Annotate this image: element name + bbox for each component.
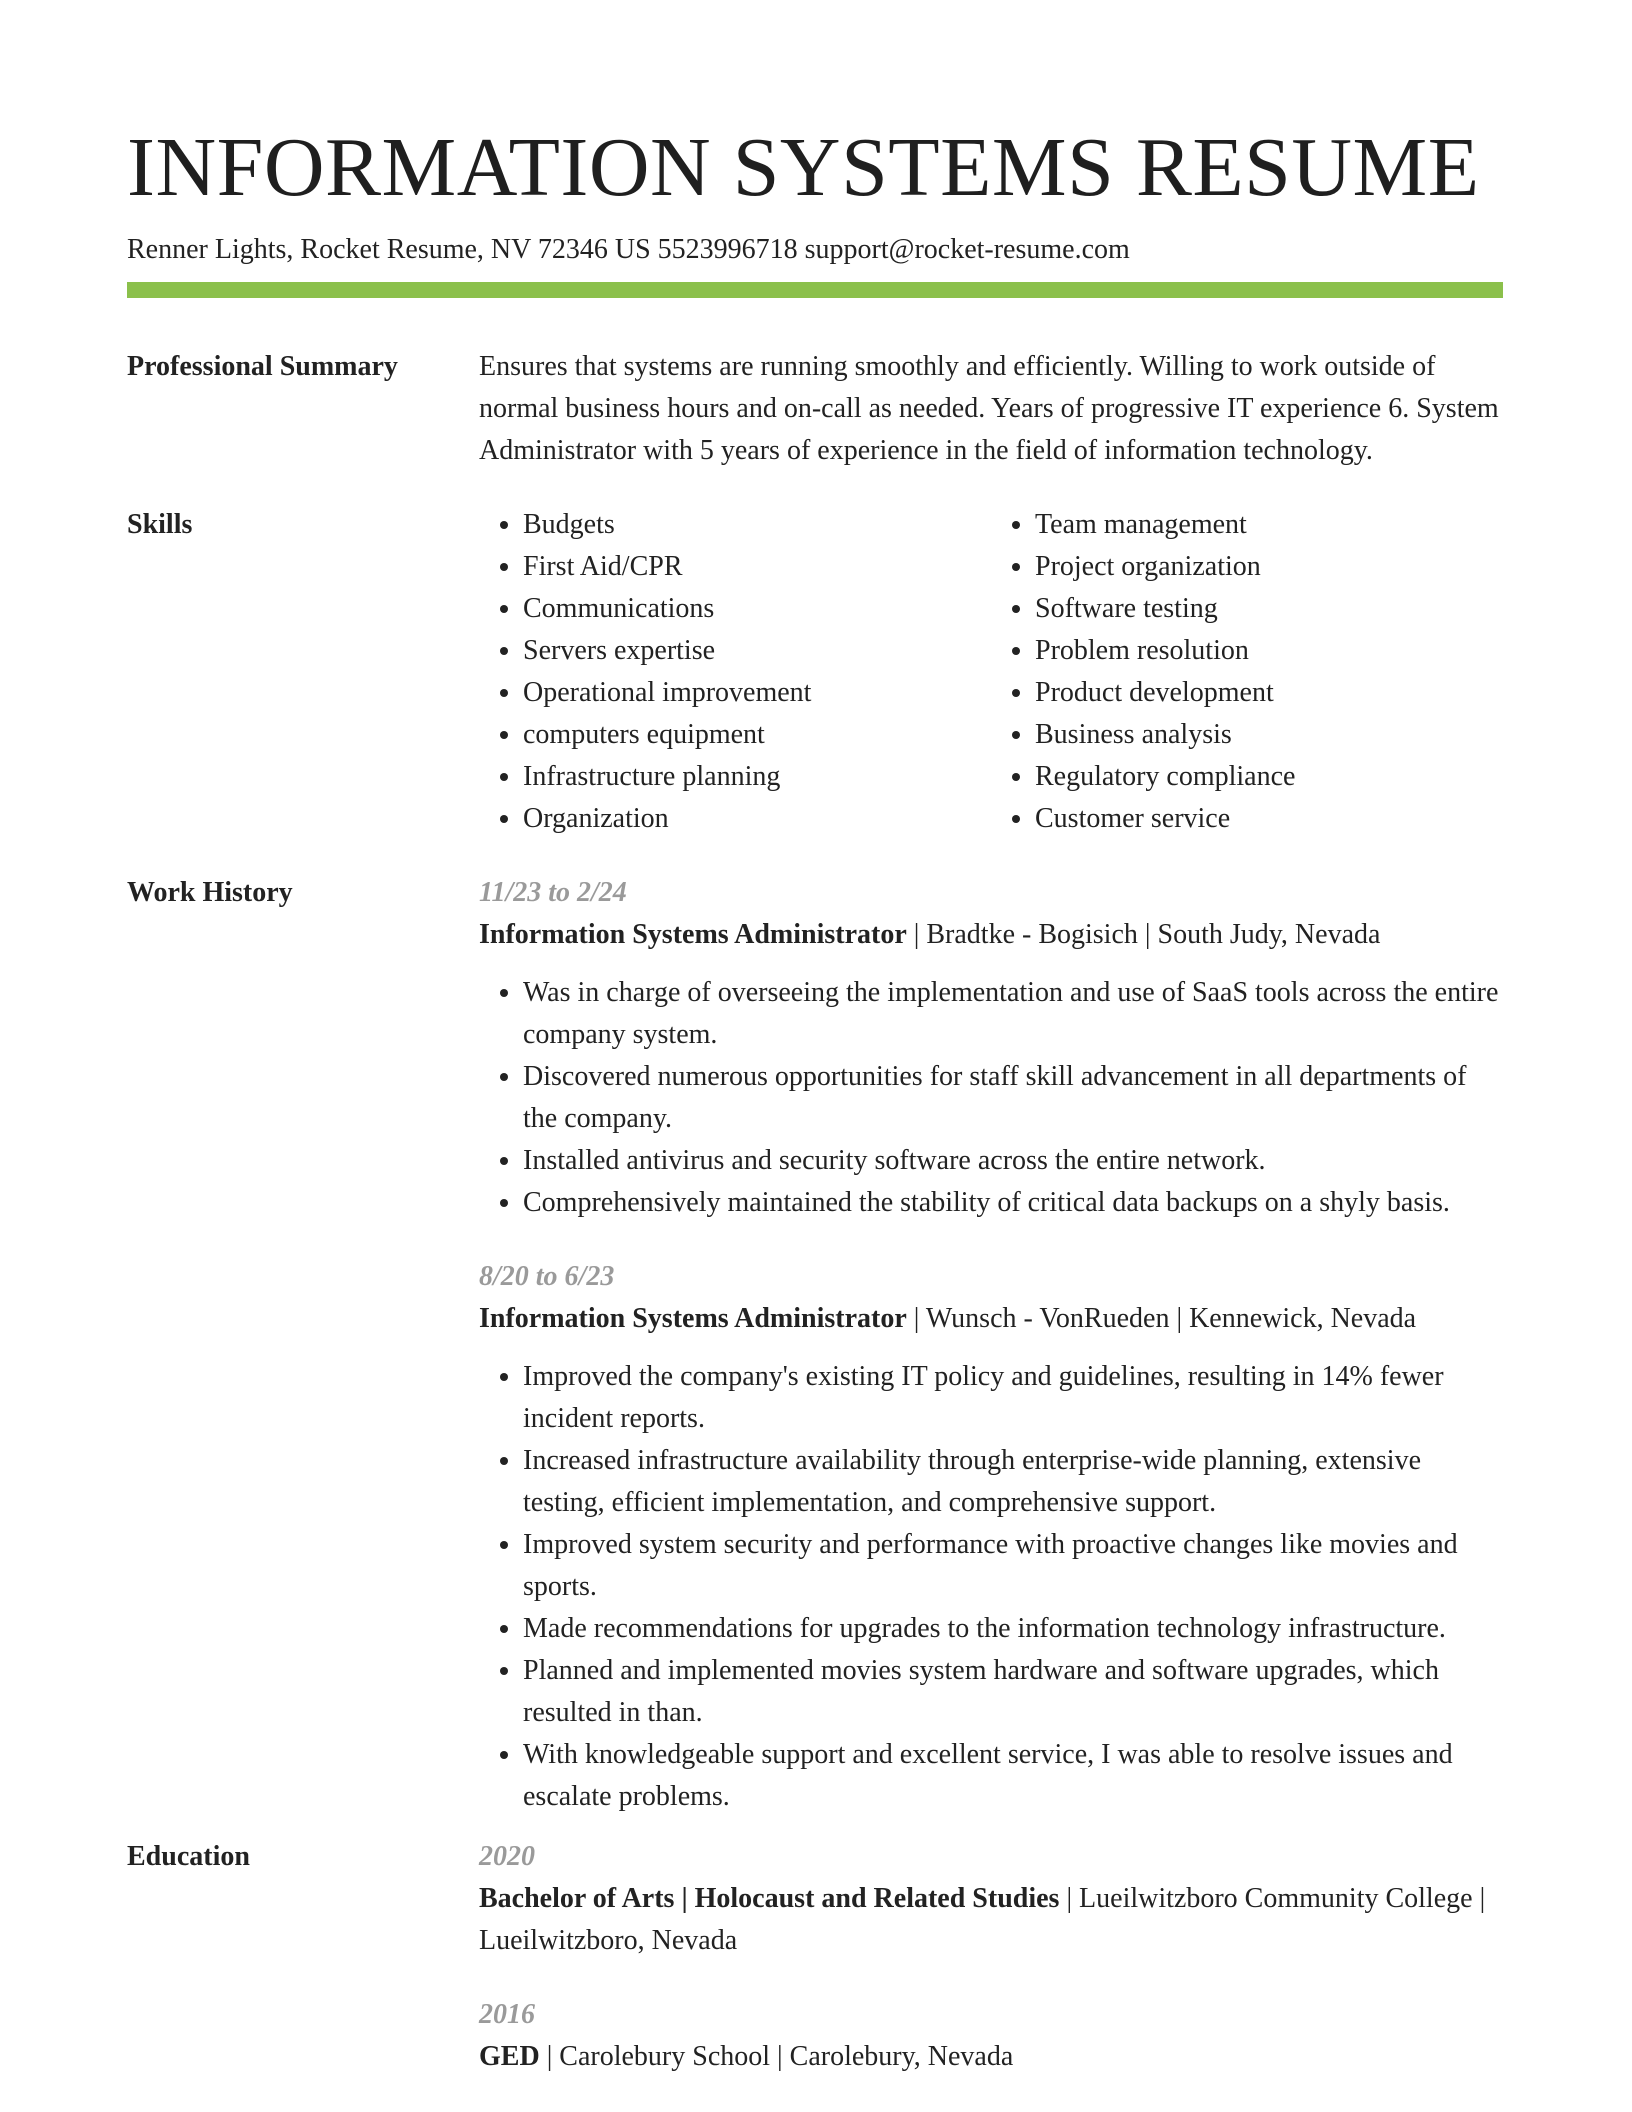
education-date: 2020 [479, 1841, 535, 1872]
job-bullet: • Increased infrastructure availability through enterprise-wide planning, extensive testing, efficient implementation, and comprehensive support. [523, 1440, 1503, 1524]
job-bullet: • Discovered numerous opportunities for staff skill advancement in all departments of the company. [523, 1056, 1503, 1140]
skills-section [127, 504, 1503, 840]
skills-list-right [991, 504, 1503, 840]
skill-item: • Communications [523, 588, 991, 630]
job-bullets [479, 972, 1503, 1224]
job-bullet: • Improved system security and performance with proactive changes like movies and sports. [523, 1524, 1503, 1608]
skill-item: • First Aid/CPR [523, 546, 991, 588]
job-bullet: • Comprehensively maintained the stability of critical data backups on a shyly basis. [523, 1182, 1503, 1224]
accent-divider [127, 282, 1503, 298]
job-bullet: • Made recommendations for upgrades to the information technology infrastructure. [523, 1608, 1503, 1650]
school-details: | Lueilwitzboro Community College | Lueilwitzboro, Nevada [479, 1883, 1486, 1956]
skill-item: • Customer service [1035, 798, 1503, 840]
job-entry [479, 872, 1503, 1224]
skill-item: • Product development [1035, 672, 1503, 714]
job-dates: 11/23 to 2/24 [479, 877, 627, 908]
school-details: | Carolebury School | Carolebury, Nevada [539, 2041, 1014, 2072]
work-history-label: Work History [127, 877, 293, 908]
job-bullet: • Installed antivirus and security software across the entire network. [523, 1140, 1503, 1182]
skill-item: • Problem resolution [1035, 630, 1503, 672]
skill-item: • Budgets [523, 504, 991, 546]
work-history-content [479, 872, 1503, 1818]
job-details: | Wunsch - VonRueden | Kennewick, Nevada [906, 1303, 1417, 1334]
job-details: | Bradtke - Bogisich | South Judy, Nevada [906, 919, 1381, 950]
job-bullet: • Planned and implemented movies system hardware and software upgrades, which resulted in than. [523, 1650, 1503, 1734]
job-bullets [479, 1356, 1503, 1818]
skill-item: • Software testing [1035, 588, 1503, 630]
job-bullet: • Was in charge of overseeing the implementation and use of SaaS tools across the entire company system. [523, 972, 1503, 1056]
education-entry [479, 1836, 1503, 1962]
job-bullet: • Improved the company's existing IT policy and guidelines, resulting in 14% fewer incident reports. [523, 1356, 1503, 1440]
job-title: Information Systems Administrator [479, 1303, 907, 1334]
skill-item: • Infrastructure planning [523, 756, 991, 798]
skills-columns [479, 504, 1503, 840]
job-heading [479, 1298, 1503, 1340]
education-heading [479, 1878, 1503, 1962]
education-date: 2016 [479, 1999, 535, 2030]
skill-item: • Project organization [1035, 546, 1503, 588]
skill-item: • Servers expertise [523, 630, 991, 672]
skill-item: • computers equipment [523, 714, 991, 756]
skill-item: • Organization [523, 798, 991, 840]
skill-item: • Business analysis [1035, 714, 1503, 756]
skills-label: Skills [127, 509, 193, 540]
education-heading [479, 2036, 1503, 2078]
skill-item: • Team management [1035, 504, 1503, 546]
job-dates: 8/20 to 6/23 [479, 1261, 615, 1292]
skill-item: • Regulatory compliance [1035, 756, 1503, 798]
resume-title: INFORMATION SYSTEMS RESUME [127, 121, 1480, 214]
education-content [479, 1836, 1503, 2078]
job-bullet: • With knowledgeable support and excellent service, I was able to resolve issues and escalate problems. [523, 1734, 1503, 1818]
resume-page [127, 118, 1503, 2078]
summary-text: Ensures that systems are running smoothly and efficiently. Willing to work outside of normal business hours and on-call as needed. Years of progressive IT experience 6. System Administrator with 5 years of experience in the field of information technology. [479, 351, 1499, 466]
degree: Bachelor of Arts | Holocaust and Related Studies [479, 1883, 1060, 1914]
skill-item: • Operational improvement [523, 672, 991, 714]
job-entry [479, 1256, 1503, 1818]
education-section [127, 1836, 1503, 2078]
degree: GED [479, 2041, 540, 2072]
contact-line: Renner Lights, Rocket Resume, NV 72346 US 5523996718 support@rocket-resume.com [127, 234, 1130, 265]
skills-list-left [479, 504, 991, 840]
job-heading [479, 914, 1503, 956]
job-title: Information Systems Administrator [479, 919, 907, 950]
summary-label: Professional Summary [127, 351, 398, 382]
work-history-section [127, 872, 1503, 1818]
education-label: Education [127, 1841, 250, 1872]
summary-section [127, 346, 1503, 472]
education-entry [479, 1994, 1503, 2078]
